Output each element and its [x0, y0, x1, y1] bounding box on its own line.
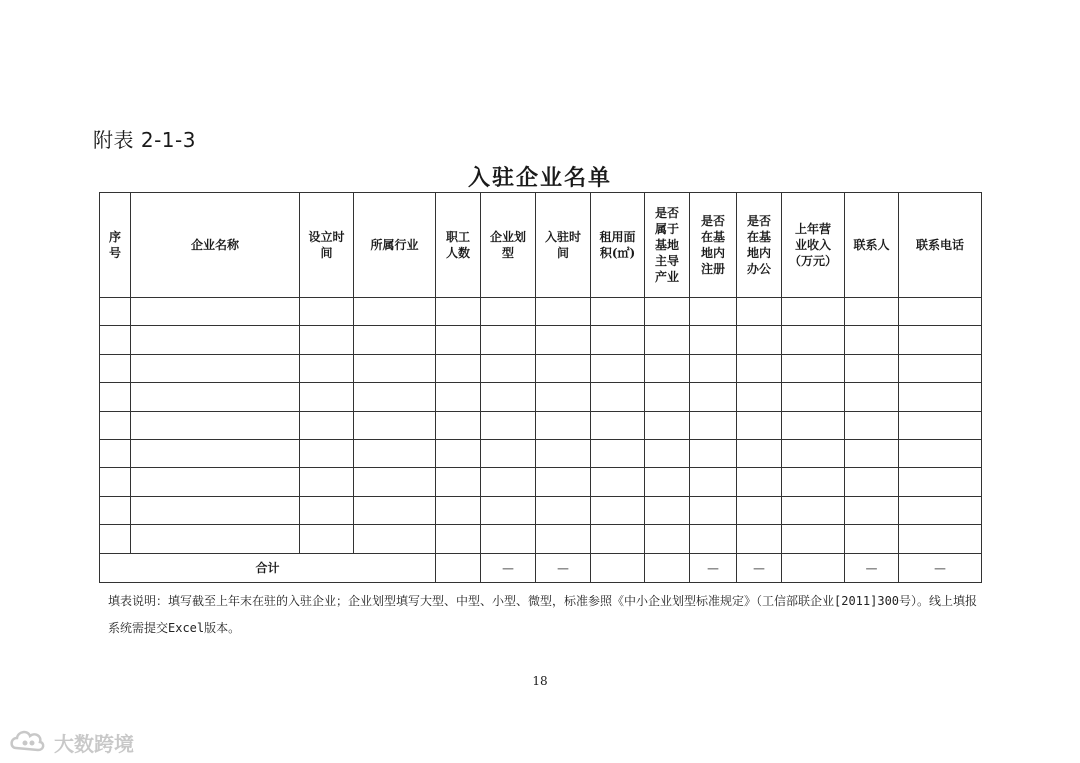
- table-cell: [737, 411, 782, 439]
- total-cell: [645, 553, 690, 582]
- table-cell: [899, 298, 982, 326]
- table-cell: [536, 439, 591, 467]
- table-cell: [100, 411, 131, 439]
- total-cell: [782, 553, 845, 582]
- table-cell: [737, 383, 782, 411]
- table-cell: [131, 496, 300, 524]
- column-header-label: 上年营 业收入 （万元）: [788, 222, 837, 268]
- table-cell: [645, 525, 690, 553]
- column-header: [737, 193, 782, 298]
- column-header: [300, 193, 354, 298]
- column-header: [899, 193, 982, 298]
- table-cell: [131, 411, 300, 439]
- table-cell: [782, 326, 845, 354]
- table-cell: [300, 383, 354, 411]
- table-cell: [481, 326, 536, 354]
- table-cell: [782, 298, 845, 326]
- table-cell: [591, 326, 645, 354]
- table-cell: [899, 326, 982, 354]
- table-cell: [354, 525, 436, 553]
- table-cell: [690, 298, 737, 326]
- table-cell: [690, 525, 737, 553]
- table-cell: [845, 496, 899, 524]
- table-cell: [591, 525, 645, 553]
- table-cell: [354, 298, 436, 326]
- column-header-label: 职工 人数: [445, 230, 470, 260]
- table-cell: [300, 525, 354, 553]
- table-cell: [481, 383, 536, 411]
- table-cell: [300, 326, 354, 354]
- table-cell: [690, 496, 737, 524]
- table-cell: [300, 468, 354, 496]
- column-header-label: 是否 在基 地内 办公: [746, 214, 771, 276]
- table-cell: [100, 439, 131, 467]
- table-cell: [845, 383, 899, 411]
- table-cell: [591, 354, 645, 382]
- column-header-label: 是否 属于 基地 主导 产业: [654, 206, 679, 284]
- table-cell: [131, 298, 300, 326]
- enterprise-roster-table: [99, 192, 982, 583]
- table-cell: [591, 468, 645, 496]
- table-cell: [845, 525, 899, 553]
- table-cell: [300, 354, 354, 382]
- total-cell: —: [899, 553, 982, 582]
- table-cell: [737, 525, 782, 553]
- table-cell: [591, 411, 645, 439]
- table-cell: [782, 525, 845, 553]
- table-cell: [436, 525, 481, 553]
- table-row: [100, 468, 982, 496]
- appendix-label: 附表 2-1-3: [93, 128, 196, 152]
- table-cell: [690, 411, 737, 439]
- table-cell: [899, 411, 982, 439]
- table-cell: [481, 468, 536, 496]
- column-header-label: 租用面 积(㎡): [599, 230, 636, 260]
- table-row: [100, 326, 982, 354]
- column-header: [436, 193, 481, 298]
- table-cell: [737, 354, 782, 382]
- table-cell: [645, 439, 690, 467]
- table-cell: [436, 354, 481, 382]
- column-header-label: 企业名称: [190, 238, 239, 252]
- table-cell: [100, 383, 131, 411]
- table-cell: [845, 411, 899, 439]
- table-cell: [536, 354, 591, 382]
- table-cell: [690, 439, 737, 467]
- table-cell: [690, 383, 737, 411]
- table-cell: [782, 411, 845, 439]
- table-cell: [591, 383, 645, 411]
- column-header: [100, 193, 131, 298]
- table-cell: [100, 496, 131, 524]
- table-cell: [354, 439, 436, 467]
- table-cell: [131, 383, 300, 411]
- table-cell: [536, 525, 591, 553]
- column-header: [536, 193, 591, 298]
- table-cell: [481, 496, 536, 524]
- table-cell: [131, 525, 300, 553]
- column-header-label: 联系人: [853, 238, 890, 252]
- page-title: 入驻企业名单: [467, 166, 612, 191]
- table-cell: [436, 496, 481, 524]
- table-cell: [536, 496, 591, 524]
- table-cell: [645, 326, 690, 354]
- table-cell: [131, 326, 300, 354]
- table-cell: [899, 354, 982, 382]
- table-cell: [300, 411, 354, 439]
- page-number: 18: [532, 674, 548, 688]
- table-cell: [737, 496, 782, 524]
- table-cell: [645, 354, 690, 382]
- total-cell: —: [536, 553, 591, 582]
- table-cell: [354, 383, 436, 411]
- table-cell: [536, 468, 591, 496]
- fill-instructions: 填表说明：填写截至上年末在驻的入驻企业；企业划型填写大型、中型、小型、微型，标准参照《中小企业划型标准规定》（工信部联企业[2011]300号）。线上填报系统需提交Excel版本。: [108, 594, 978, 635]
- column-header-label: 设立时 间: [308, 230, 345, 260]
- table-cell: [845, 326, 899, 354]
- column-header: [690, 193, 737, 298]
- table-cell: [481, 354, 536, 382]
- column-header-label: 所属行业: [370, 238, 419, 252]
- column-header: [845, 193, 899, 298]
- column-header-label: 是否 在基 地内 注册: [700, 214, 725, 276]
- table-cell: [436, 326, 481, 354]
- table-cell: [436, 411, 481, 439]
- table-cell: [782, 496, 845, 524]
- table-cell: [645, 468, 690, 496]
- table-cell: [436, 298, 481, 326]
- table-row: [100, 354, 982, 382]
- table-cell: [481, 439, 536, 467]
- table-cell: [536, 383, 591, 411]
- table-row: [100, 411, 982, 439]
- table-cell: [300, 496, 354, 524]
- table-cell: [536, 298, 591, 326]
- table-cell: [481, 411, 536, 439]
- cloud-logo-icon: [8, 726, 48, 759]
- total-cell: —: [481, 553, 536, 582]
- table-cell: [436, 439, 481, 467]
- table-cell: [690, 468, 737, 496]
- table-cell: [536, 326, 591, 354]
- total-cell: —: [737, 553, 782, 582]
- column-header: [354, 193, 436, 298]
- table-cell: [481, 525, 536, 553]
- column-header: [481, 193, 536, 298]
- total-cell: [591, 553, 645, 582]
- table-header-row: [100, 193, 982, 298]
- column-header: [591, 193, 645, 298]
- table-cell: [100, 468, 131, 496]
- table-cell: [436, 383, 481, 411]
- table-row: [100, 383, 982, 411]
- table-cell: [100, 298, 131, 326]
- watermark: [8, 726, 134, 759]
- column-header-label: 序 号: [108, 230, 121, 260]
- table-cell: [737, 468, 782, 496]
- column-header-label: 企业划 型: [489, 230, 526, 260]
- table-cell: [782, 383, 845, 411]
- table-cell: [354, 468, 436, 496]
- column-header-label: 入驻时 间: [544, 230, 581, 260]
- table-cell: [131, 468, 300, 496]
- table-cell: [845, 354, 899, 382]
- table-row: [100, 298, 982, 326]
- table-cell: [354, 354, 436, 382]
- table-cell: [737, 439, 782, 467]
- column-header-label: 联系电话: [915, 238, 964, 252]
- table-cell: [845, 439, 899, 467]
- table-cell: [737, 326, 782, 354]
- table-cell: [300, 298, 354, 326]
- table-cell: [354, 411, 436, 439]
- table-cell: [645, 411, 690, 439]
- table-cell: [899, 496, 982, 524]
- table-row: [100, 525, 982, 553]
- table-cell: [845, 468, 899, 496]
- total-row: [100, 553, 982, 582]
- table-cell: [782, 468, 845, 496]
- column-header: [131, 193, 300, 298]
- table-cell: [645, 298, 690, 326]
- table-cell: [899, 468, 982, 496]
- total-cell: [436, 553, 481, 582]
- table-cell: [354, 326, 436, 354]
- table-cell: [782, 354, 845, 382]
- table-cell: [737, 298, 782, 326]
- table-cell: [845, 298, 899, 326]
- total-cell: —: [690, 553, 737, 582]
- table-cell: [899, 439, 982, 467]
- column-header: [645, 193, 690, 298]
- total-cell: —: [845, 553, 899, 582]
- table-cell: [782, 439, 845, 467]
- table-row: [100, 439, 982, 467]
- table-cell: [645, 383, 690, 411]
- table-cell: [354, 496, 436, 524]
- total-label: 合计: [100, 553, 436, 582]
- table-cell: [591, 439, 645, 467]
- table-cell: [300, 439, 354, 467]
- column-header: [782, 193, 845, 298]
- table-cell: [481, 298, 536, 326]
- table-cell: [645, 496, 690, 524]
- table-cell: [100, 354, 131, 382]
- table-cell: [131, 439, 300, 467]
- table-cell: [899, 383, 982, 411]
- table-cell: [536, 411, 591, 439]
- table-cell: [591, 298, 645, 326]
- table-cell: [690, 326, 737, 354]
- table-cell: [899, 525, 982, 553]
- table-cell: [591, 496, 645, 524]
- watermark-text: 大数跨境: [54, 732, 134, 756]
- table-row: [100, 496, 982, 524]
- table-cell: [436, 468, 481, 496]
- table-cell: [131, 354, 300, 382]
- table-cell: [100, 326, 131, 354]
- table-cell: [100, 525, 131, 553]
- table-cell: [690, 354, 737, 382]
